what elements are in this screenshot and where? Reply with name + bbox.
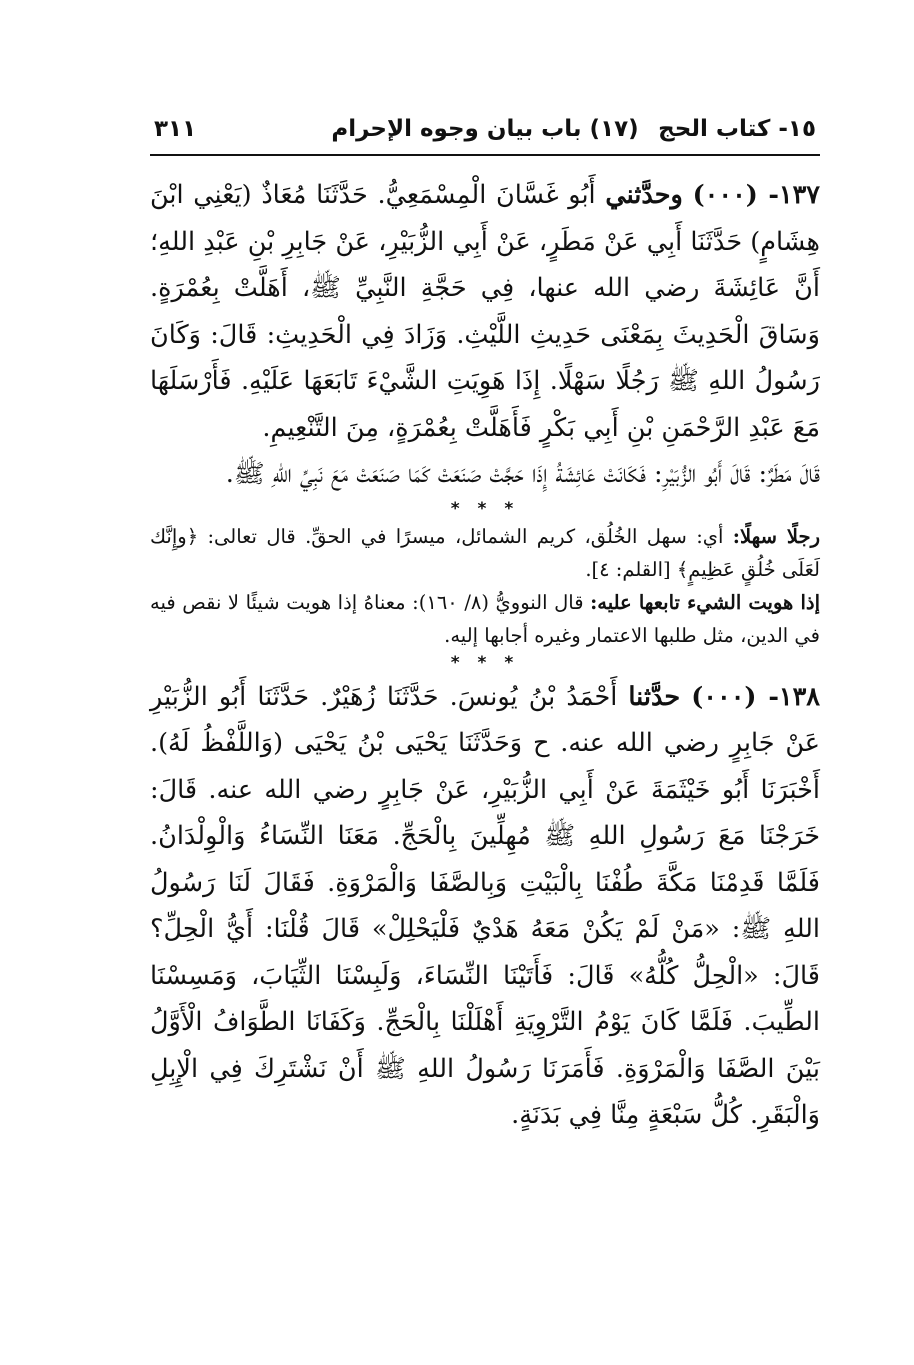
hadith-137 bbox=[150, 172, 820, 451]
hadith-text: أَحْمَدُ بْنُ يُونسَ. حَدَّثَنَا زُهَيْرٌ. حَدَّثَنَا أَبُو الزُّبَيْرِ عَنْ جَابِرٍ رضي الله عنه. ح وَحَدَّثَنَا يَحْيَى بْنُ يَحْيَى (وَاللَّفْظُ لَهُ). أَخْبَرَنَا أَبُو خَيْثَمَةَ عَنْ أَبِي الزُّبَيْرِ، عَنْ جَابِرٍ رضي الله عنه. قَالَ: خَرَجْنَا مَعَ رَسُولِ اللهِ ﷺ مُهِلِّينَ بِالْحَجِّ. مَعَنَا النِّسَاءُ وَالْوِلْدَانُ. فَلَمَّا قَدِمْنَا مَكَّةَ طُفْنَا بِالْبَيْتِ وَبِالصَّفَا وَالْمَرْوَةِ. فَقَالَ لَنَا رَسُولُ اللهِ ﷺ: «مَنْ لَمْ يَكُنْ مَعَهُ هَدْيٌ فَلْيَحْلِلْ» قَالَ قُلْنَا: أَيُّ الْحِلِّ؟ قَالَ: «الْحِلُّ كُلُّهُ» قَالَ: فَأَتَيْنَا النِّسَاءَ، وَلَبِسْنَا الثِّيَابَ، وَمَسِسْنَا الطِّيبَ. فَلَمَّا كَانَ يَوْمُ التَّرْوِيَةِ أَهْلَلْنَا بِالْحَجِّ. وَكَفَانَا الطَّوَافُ الْأَوَّلُ بَيْنَ الصَّفَا وَالْمَرْوَةِ. فَأَمَرَنَا رَسُولُ اللهِ ﷺ أَنْ نَشْتَرِكَ فِي الْإِبِلِ وَالْبَقَرِ. كُلُّ سَبْعَةٍ مِنَّا فِي بَدَنَةٍ. bbox=[150, 681, 820, 1130]
footnote bbox=[150, 586, 820, 652]
hadith-number: ١٣٨- (٠٠٠) bbox=[691, 681, 820, 712]
hadith-text: أَبُو غَسَّانَ الْمِسْمَعِيُّ. حَدَّثَنَا مُعَاذٌ (يَعْنِي ابْنَ هِشَامٍ) حَدَّثَنَا أَبِي عَنْ مَطَرٍ، عَنْ أَبِي الزُّبَيْرِ، عَنْ جَابِرِ بْنِ عَبْدِ اللهِ؛ أَنَّ عَائِشَةَ رضي الله عنها، فِي حَجَّةِ النَّبِيِّ ﷺ، أَهَلَّتْ بِعُمْرَةٍ. وَسَاقَ الْحَدِيثَ بِمَعْنَى حَدِيثِ اللَّيْثِ. وَزَادَ فِي الْحَدِيثِ: قَالَ: وَكَانَ رَسُولُ اللهِ ﷺ رَجُلًا سَهْلًا. إِذَا هَوِيَتِ الشَّيْءَ تَابَعَهَا عَلَيْهِ. فَأَرْسَلَهَا مَعَ عَبْدِ الرَّحْمَنِ بْنِ أَبِي بَكْرٍ فَأَهَلَّتْ بِعُمْرَةٍ، مِنَ التَّنْعِيمِ. bbox=[150, 180, 820, 443]
section-separator: * * * bbox=[450, 498, 520, 519]
footnote-term: إذا هويت الشيء تابعها عليه: bbox=[590, 590, 820, 614]
chapter-title: (١٧) باب بيان وجوه الإحرام bbox=[331, 116, 639, 142]
running-header bbox=[150, 108, 820, 156]
footnote-term: رجلًا سهلًا: bbox=[732, 524, 820, 548]
hadith-lead-word: حدَّثنا bbox=[628, 681, 681, 712]
page-number: ٣١١ bbox=[154, 116, 197, 142]
footnote bbox=[150, 520, 820, 586]
hadith-137-addendum: قَالَ مَطَرٌ: قَالَ أَبُو الزُّبَيْرِ: فَكَانَتْ عَائِشَةُ إِذَا حَجَّتْ صَنَعَتْ كَمَا صَنَعَتْ مَعَ نَبِيِّ اللهِ ﷺ. bbox=[225, 459, 820, 489]
hadith-number: ١٣٧- (٠٠٠) bbox=[692, 180, 820, 210]
hadith-lead-word: وحدَّثني bbox=[605, 180, 683, 210]
book-page bbox=[150, 108, 820, 1139]
footnote-text: أي: سهل الخُلُق، كريم الشمائل، ميسرًا في الحقِّ. قال تعالى: ﴿وإِنَّك لَعَلَى خُلُقٍ عَظِيمٍ﴾ [القلم: ٤]. bbox=[150, 524, 820, 581]
hadith-138 bbox=[150, 674, 820, 1139]
book-title: ١٥- كتاب الحج bbox=[658, 116, 816, 142]
section-separator: * * * bbox=[450, 652, 520, 673]
footnotes bbox=[150, 520, 820, 652]
footnote-text: قال النوويُّ (٨/ ١٦٠): معناهُ إذا هويت شيئًا لا نقص فيه في الدين، مثل طلبها الاعتمار وغيره أجابها إليه. bbox=[150, 590, 820, 647]
